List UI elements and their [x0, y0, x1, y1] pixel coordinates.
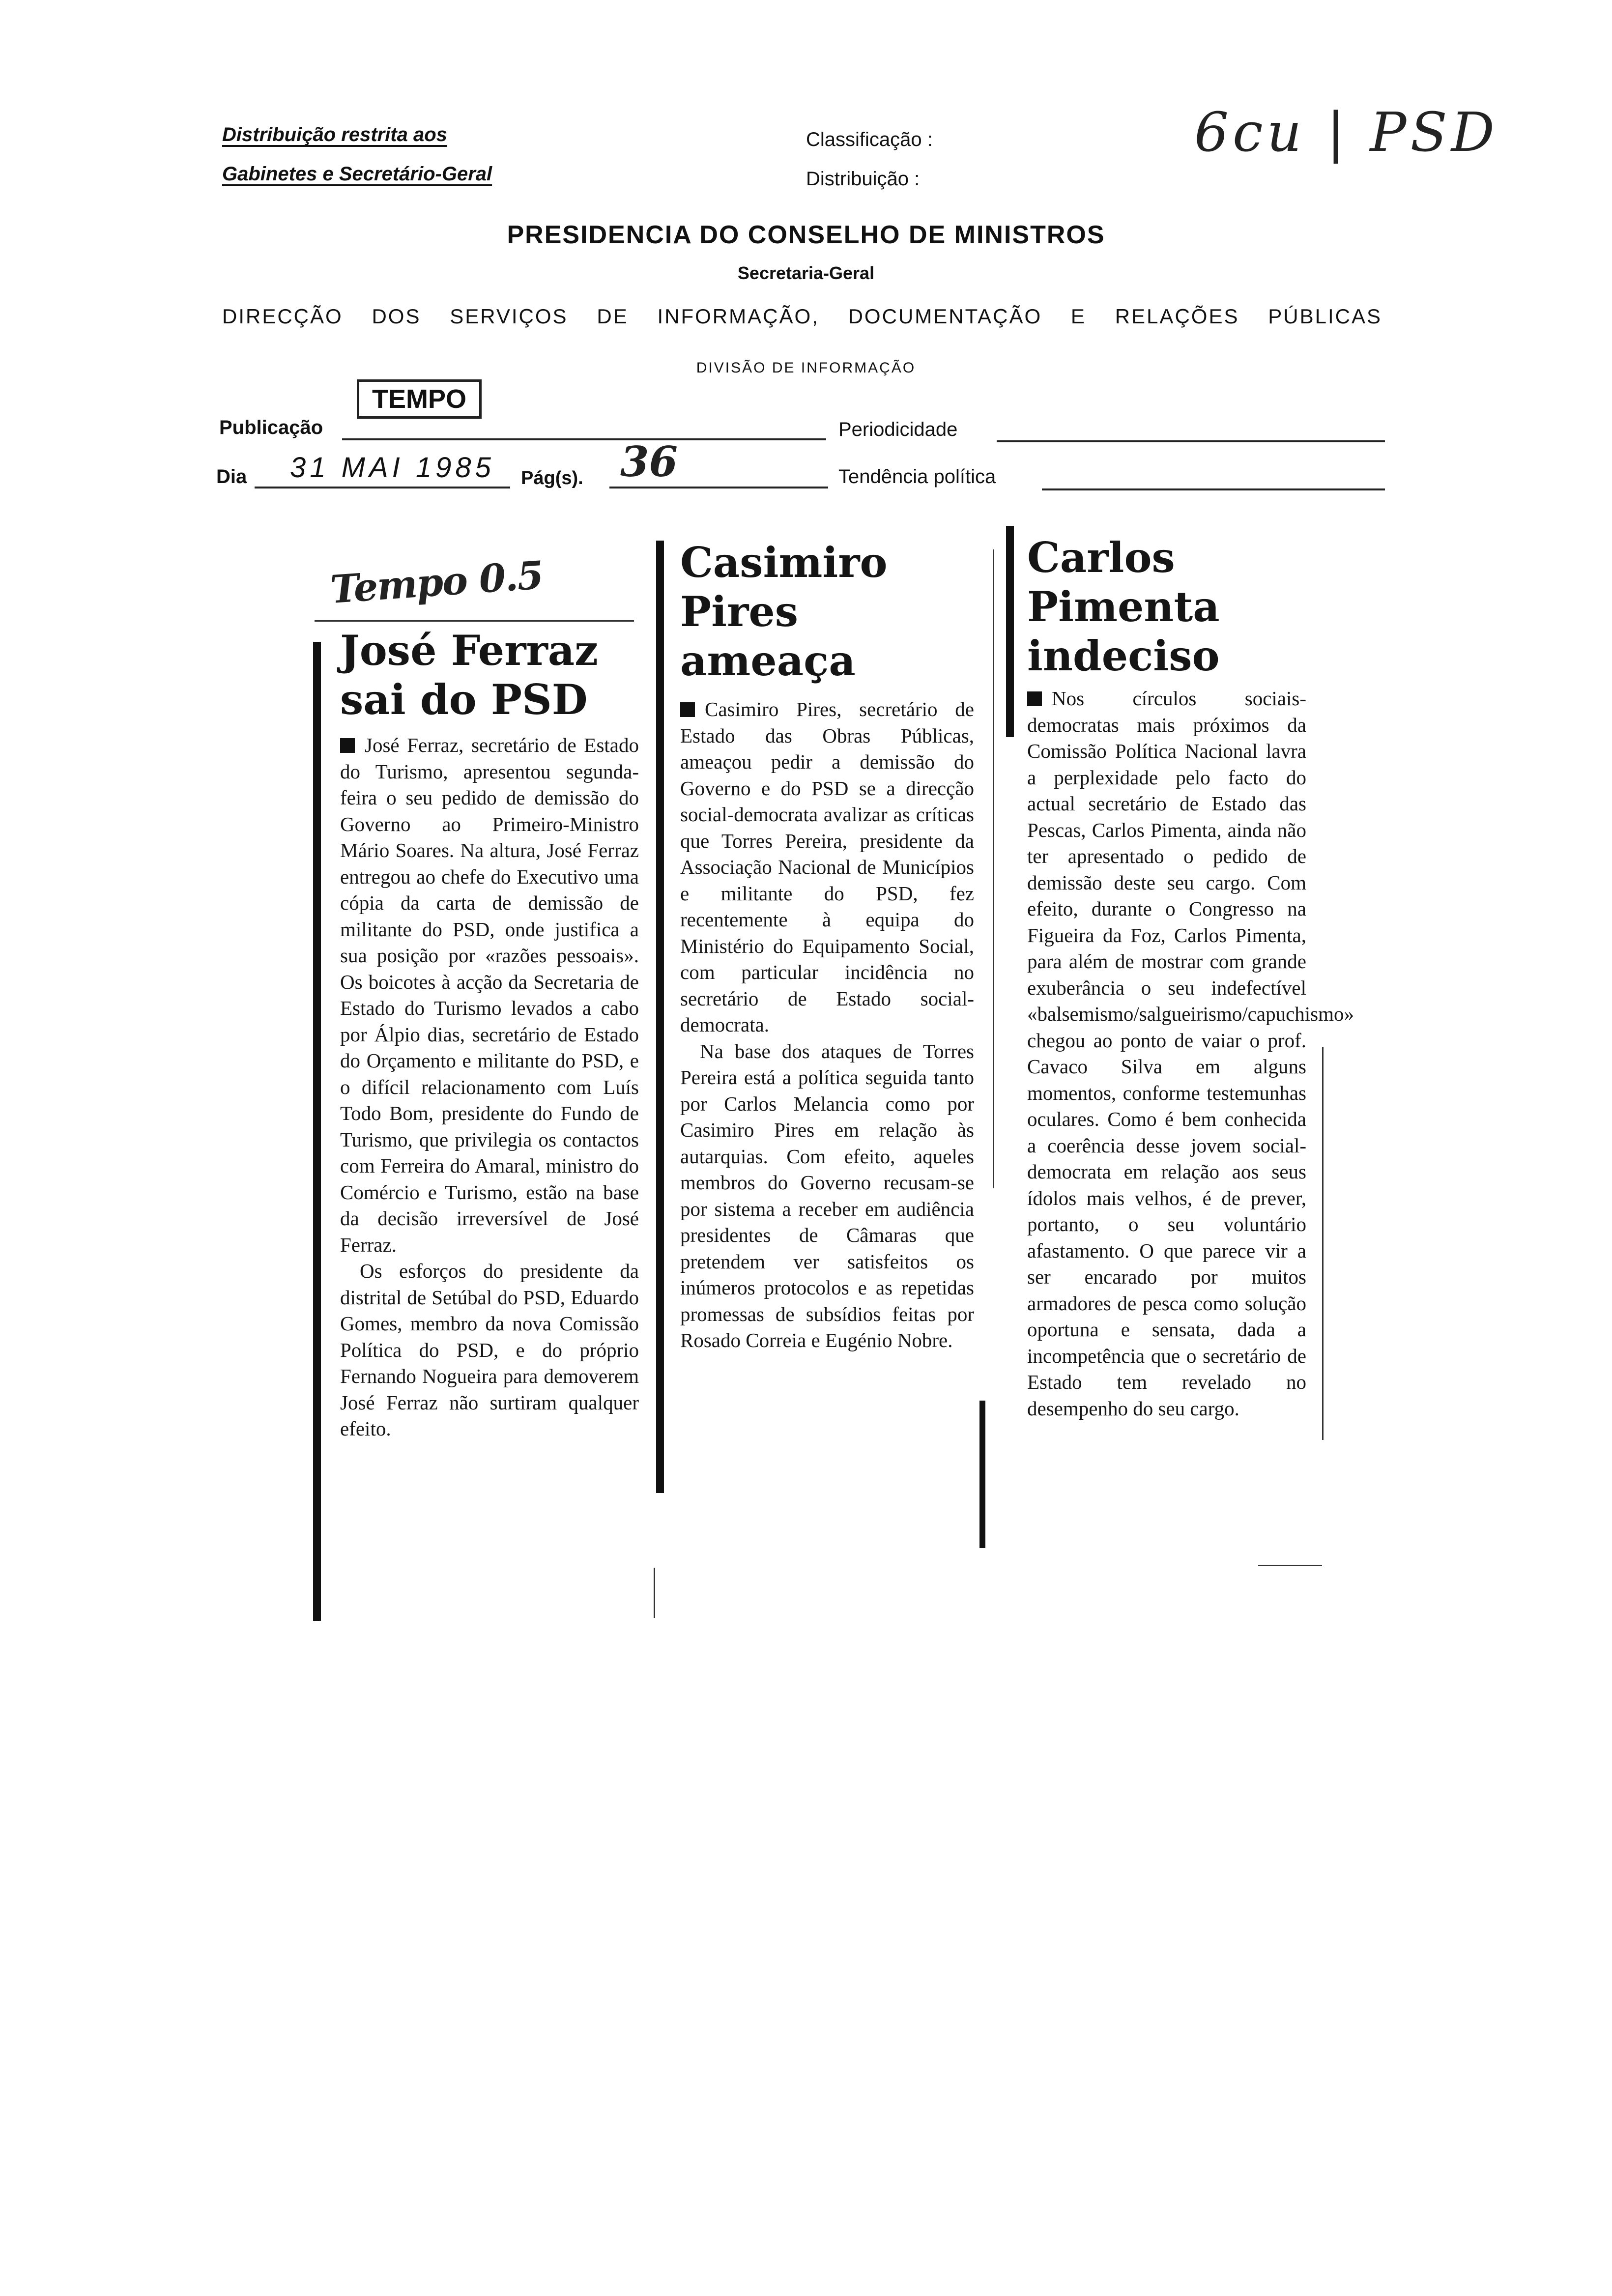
paragraph — [340, 1258, 639, 1442]
column3-left-rule-upper — [993, 549, 994, 1188]
headline-jose-ferraz — [340, 626, 639, 724]
headline-line: ameaça — [680, 636, 856, 685]
article-casimiro-pires — [680, 538, 974, 1354]
paragraph-text: José Ferraz, secretário de Estado do Turismo, apresentou segunda-feira o seu pedido de demissão do Governo ao Primeiro-Ministro Mário Soares. Na altura, José Ferraz entregou ao chefe do Executivo uma cópia da carta de demissão de militante do PSD, onde justifica a sua posição por «razões pessoais». Os boicotes à acção da Secretaria de Estado do Turismo levados a cabo por Álpio dias, secretário de Estado do Orçamento e militante do PSD, e o difícil relacionamento com Luís Todo Bom, presidente do Fundo de Turismo, que privilegia os contactos com Ferreira do Amaral, ministro do Comércio e Turismo, estão na base da decisão irreversível de José Ferraz. — [340, 734, 639, 1256]
paragraph-text: Na base dos ataques de Torres Pereira está a política seguida tanto por Carlos Melancia como por Casimiro Pires em relação às autarquias. Com efeito, aqueles membros do Governo recusam-se por sistema a receber em audiência presidentes de Câmaras que pretendem ver satisfeitos os inúmeros protocolos e as repetidas promessas de subsídios feitas por Rosado Correia e Eugénio Nobre. — [680, 1039, 974, 1351]
paragraph — [1027, 686, 1354, 1422]
headline-line: Carlos — [1027, 533, 1175, 582]
column1-top-rule — [315, 620, 634, 622]
directorate-title: DIRECÇÃO DOS SERVIÇOS DE INFORMAÇÃO, DOCUMENTAÇÃO E RELAÇÕES PÚBLICAS — [222, 305, 1382, 328]
column3-right-rule — [1322, 1047, 1324, 1440]
column2-bar — [656, 541, 664, 1493]
headline-line: Casimiro — [680, 538, 888, 587]
column3-bar-top — [1006, 526, 1014, 737]
publicacao-value-box: TEMPO — [357, 379, 482, 419]
headline-line: Pimenta — [1027, 582, 1220, 631]
article-body — [340, 732, 639, 1442]
article-body — [1027, 686, 1354, 1422]
paragraph-text: Os esforços do presidente da distrital de Setúbal do PSD, Eduardo Gomes, membro da nova Comissão Política do PSD, e do próprio Fernando Nogueira para demoverem José Ferraz não surtiram qualquer efeito. — [340, 1260, 639, 1440]
publicacao-label: Publicação — [219, 417, 323, 438]
paragraph-text: Nos círculos sociais-democratas mais próximos da Comissão Política Nacional lavra a perplexidade pelo facto do actual secretário de Estado das Pescas, Carlos Pimenta, ainda não ter apresentado o pedido de demissão deste seu cargo. Com efeito, durante o Congresso na Figueira da Foz, Carlos Pimenta, para além de mostrar com grande exuberância o seu indefectível «balsemismo/salgueirismo/capuchismo» chegou ao ponto de vaiar o prof. Cavaco Silva em alguns momentos, conforme testemunhas oculares. Como é bem conhecida a coerência desse jovem social-democrata em relação aos seus ídolos mais velhos, é de prever, portanto, o seu voluntário afastamento. O que parece vir a ser encarado por muitos armadores de pesca como solução oportuna e sensata, dada a incompetência que o secretário de Estado tem revelado no desempenho do seu cargo. — [1027, 687, 1354, 1420]
office-title: PRESIDENCIA DO CONSELHO DE MINISTROS — [507, 221, 1105, 249]
restricted-distribution-line1: Distribuição restrita aos — [222, 124, 447, 145]
bullet-square-icon — [340, 738, 355, 753]
dia-value: 31 MAI 1985 — [290, 452, 495, 484]
tendencia-label: Tendência política — [838, 466, 996, 488]
headline-line: indeciso — [1027, 631, 1220, 680]
bullet-square-icon — [680, 702, 695, 717]
periodicidade-label: Periodicidade — [838, 419, 958, 440]
dia-underline — [255, 487, 510, 488]
paragraph — [340, 732, 639, 1258]
dia-label: Dia — [216, 466, 247, 488]
handwritten-corner-note: 6cu | PSD — [1194, 101, 1498, 164]
restricted-distribution-line2: Gabinetes e Secretário-Geral — [222, 163, 492, 185]
column2-bottom-rule — [654, 1568, 655, 1618]
publicacao-underline — [342, 438, 826, 440]
pags-value: 36 — [620, 437, 678, 486]
headline-carlos-pimenta — [1027, 533, 1306, 681]
office-subtitle: Secretaria-Geral — [737, 263, 875, 283]
distribuicao-label: Distribuição : — [806, 168, 920, 190]
classificacao-label: Classificação : — [806, 129, 933, 150]
article-jose-ferraz — [340, 626, 639, 1442]
article-body — [680, 696, 974, 1354]
article-carlos-pimenta — [1027, 533, 1354, 1422]
column3-bar-bottom — [979, 1401, 985, 1548]
bullet-square-icon — [1027, 691, 1042, 706]
periodicidade-underline — [997, 440, 1385, 442]
pags-label: Pág(s). — [521, 468, 583, 488]
paragraph — [680, 696, 974, 1038]
clipping-stamp: Tempo 0.5 — [329, 553, 545, 612]
headline-line: José Ferraz — [340, 626, 598, 675]
paragraph-text: Casimiro Pires, secretário de Estado das Obras Públicas, ameaçou pedir a demissão do Governo e do PSD se a direcção social-democrata avalizar as críticas que Torres Pereira, presidente da Associação Nacional de Municípios e militante do PSD, fez recentemente à equipa do Ministério do Equipamento Social, com particular incidência no secretário de Estado social-democrata. — [680, 698, 974, 1036]
headline-line: Pires — [680, 587, 799, 636]
column3-end-rule — [1258, 1565, 1322, 1566]
division-title: DIVISÃO DE INFORMAÇÃO — [696, 360, 916, 376]
headline-casimiro-pires — [680, 538, 974, 686]
headline-line: sai do PSD — [340, 675, 588, 724]
pags-underline — [609, 487, 828, 488]
tendencia-underline — [1042, 488, 1385, 490]
column1-bar — [313, 642, 321, 1621]
paragraph — [680, 1038, 974, 1354]
